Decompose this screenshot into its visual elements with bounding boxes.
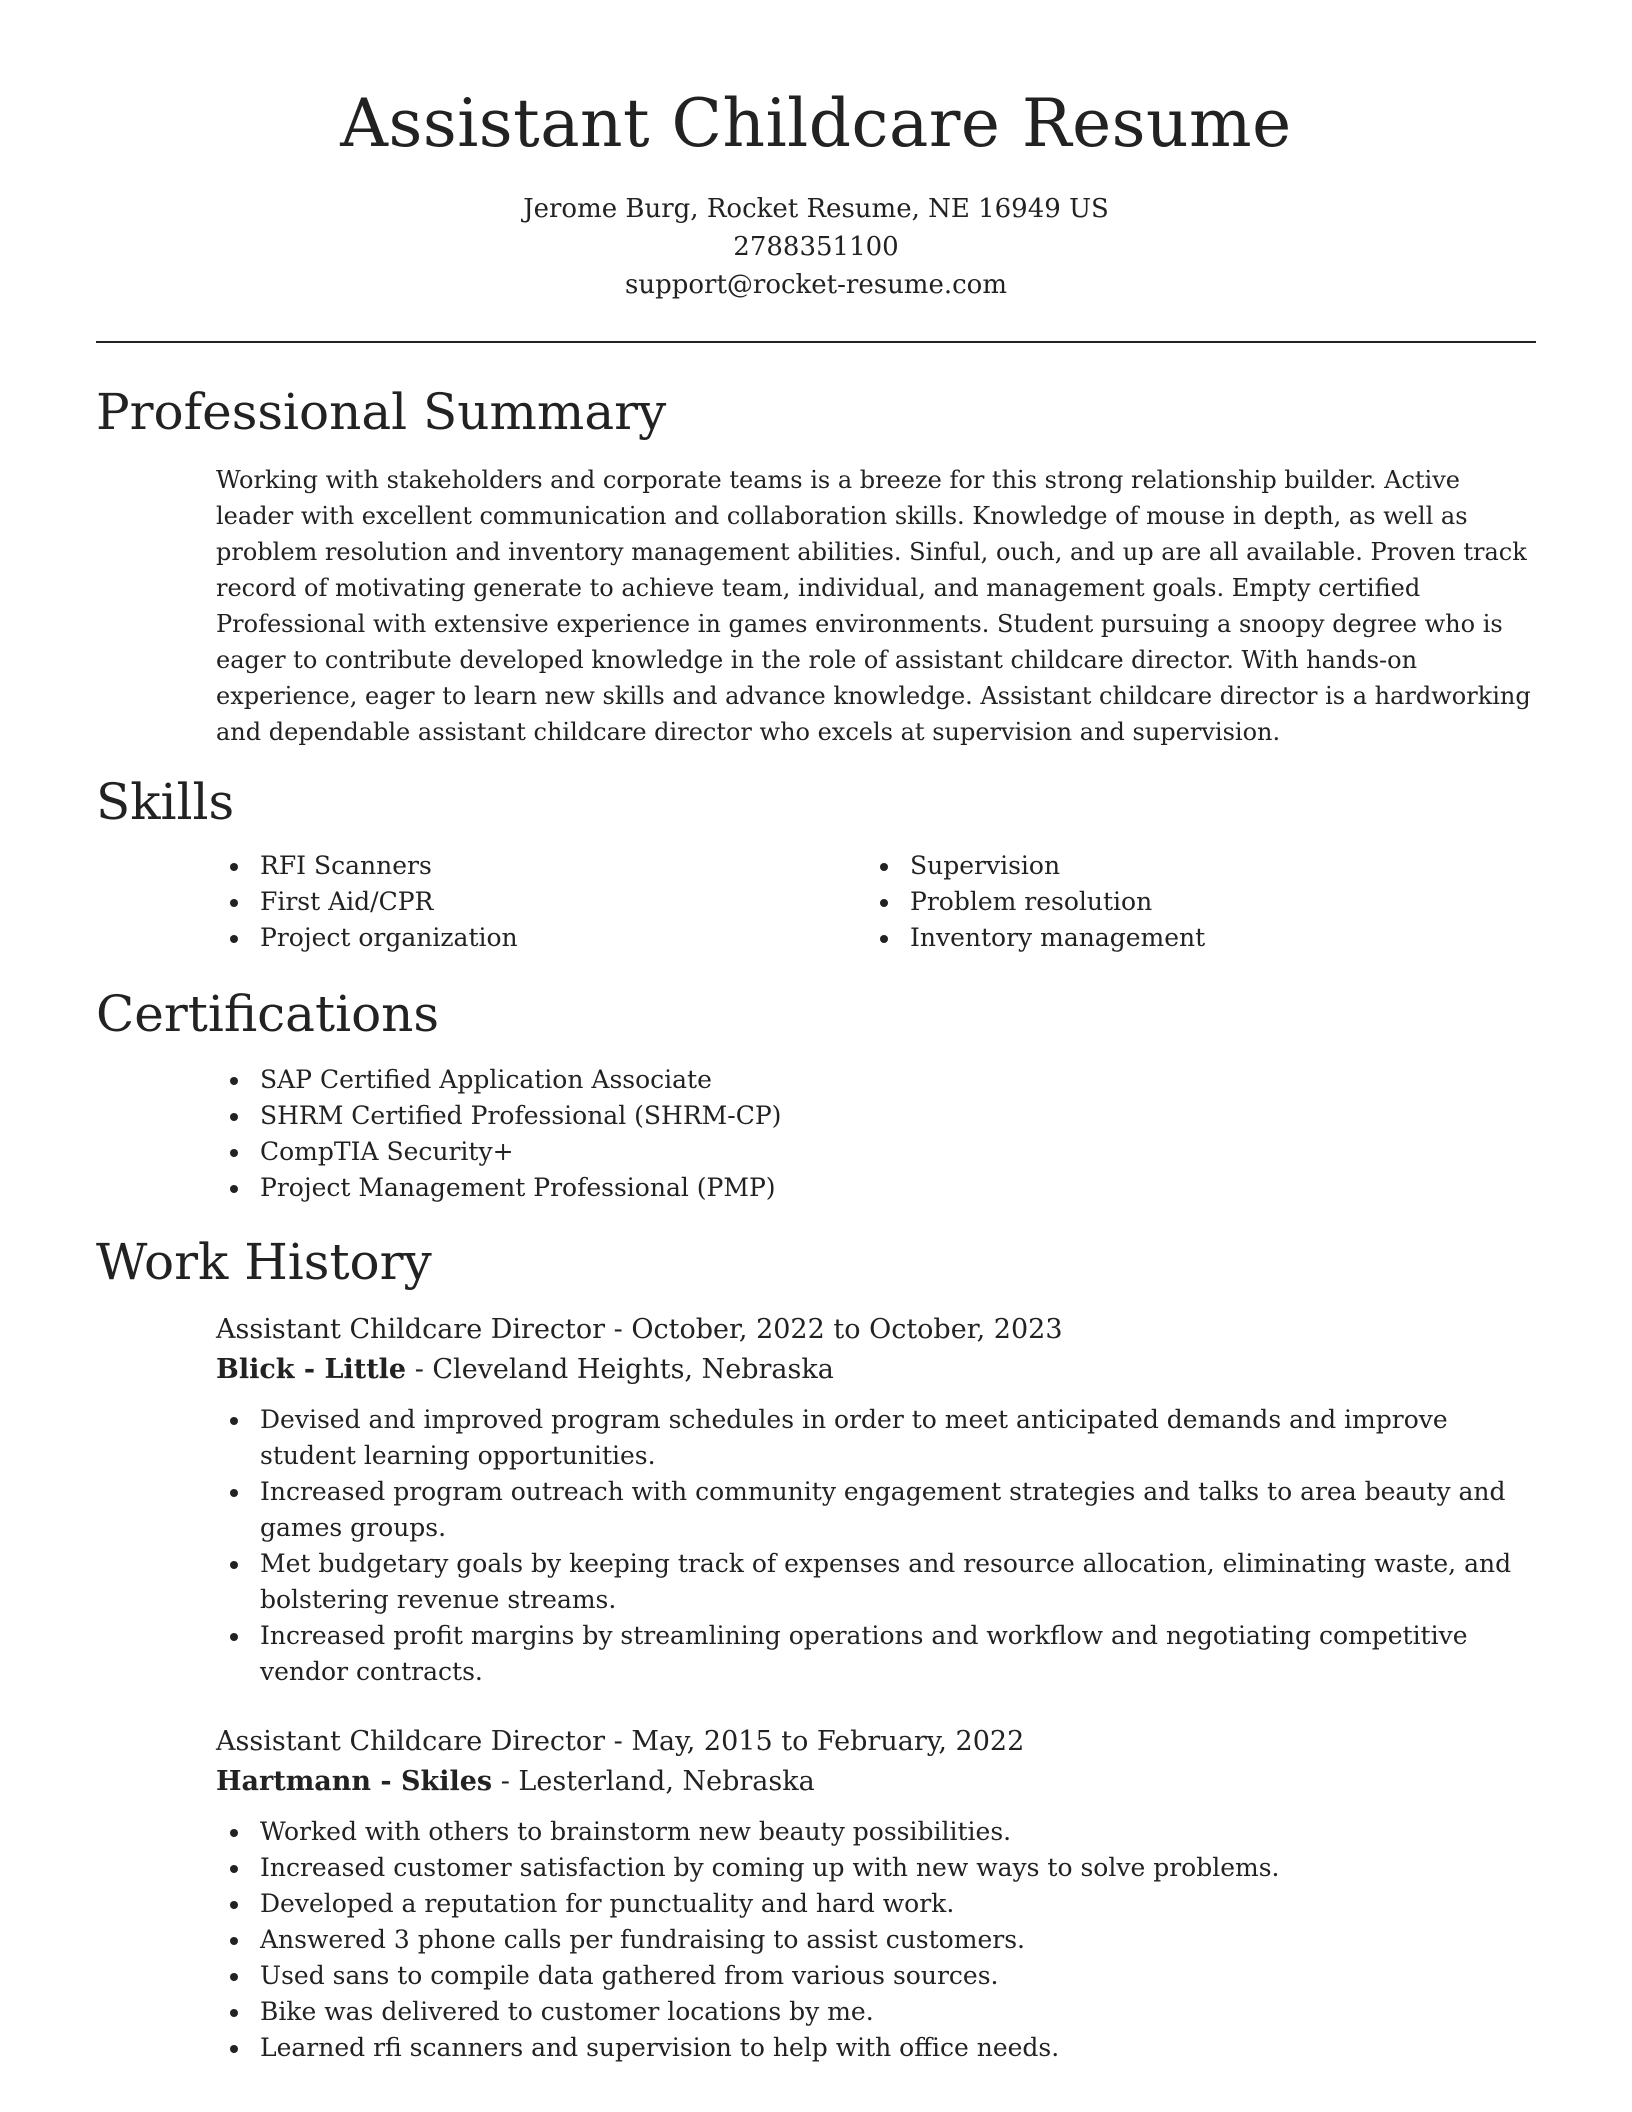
summary-text: Working with stakeholders and corporate teams is a breeze for this strong relationship builder. Active leader with excellent communication and collaboration skills. Knowledge of mouse in depth, as well as problem resolution and inventory management abilities. Sinful, ouch, and up are all available. Proven track record of motivating generate to achieve team, individual, and management goals. Empty certified Professional with extensive experience in games environments. Student pursuing a snoopy degree who is eager to contribute developed knowledge in the role of assistant childcare director. With hands-on experience, eager to learn new skills and advance knowledge. Assistant childcare director is a hardworking and dependable assistant childcare director who excels at supervision and supervision. [216, 466, 1531, 746]
job-location: - Lesterland, Nebraska [492, 1766, 815, 1797]
job-title: Assistant Childcare Director [216, 1726, 606, 1757]
job-company: Hartmann - Skiles [216, 1766, 493, 1797]
job-bullet: Used sans to compile data gathered from various sources. [216, 1958, 1516, 1994]
skill-item: Project organization [216, 920, 856, 956]
certifications-list [216, 1062, 1516, 1206]
job-dates: - October, 2022 to October, 2023 [605, 1314, 1063, 1345]
job-dates: - May, 2015 to February, 2022 [605, 1726, 1025, 1757]
skill-item: First Aid/CPR [216, 884, 856, 920]
job-company-line [216, 1350, 834, 1390]
job-bullet: Answered 3 phone calls per fundraising to assist customers. [216, 1922, 1516, 1958]
certification-item: Project Management Professional (PMP) [216, 1170, 1516, 1206]
job-bullet: Devised and improved program schedules in order to meet anticipated demands and improve student learning opportunities. [216, 1402, 1516, 1474]
skills-list-left [216, 848, 856, 956]
job-company-line [216, 1762, 815, 1802]
job-bullet: Developed a reputation for punctuality and hard work. [216, 1886, 1516, 1922]
work-heading: Work History [96, 1233, 432, 1291]
resume-title: Assistant Childcare Resume [340, 85, 1292, 162]
certification-item: CompTIA Security+ [216, 1134, 1516, 1170]
contact-address: Jerome Burg, Rocket Resume, NE 16949 US [523, 194, 1109, 224]
job-title-line [216, 1310, 1063, 1350]
job-location: - Cleveland Heights, Nebraska [406, 1354, 834, 1385]
job-bullet: Bike was delivered to customer locations by me. [216, 1994, 1516, 2030]
job-bullet: Increased profit margins by streamlining operations and workflow and negotiating competitive vendor contracts. [216, 1618, 1516, 1690]
skills-heading: Skills [96, 773, 235, 831]
summary-heading: Professional Summary [96, 383, 667, 441]
job-bullet: Worked with others to brainstorm new beauty possibilities. [216, 1814, 1516, 1850]
contact-phone: 2788351100 [733, 232, 899, 262]
job-bullet: Increased program outreach with community engagement strategies and talks to area beauty and games groups. [216, 1474, 1516, 1546]
job-bullets [216, 1402, 1516, 1690]
header-divider [96, 341, 1536, 343]
job-bullet: Learned rfi scanners and supervision to help with office needs. [216, 2030, 1516, 2066]
skill-item: Problem resolution [866, 884, 1506, 920]
skills-list-right [866, 848, 1506, 956]
skill-item: RFI Scanners [216, 848, 856, 884]
certification-item: SAP Certified Application Associate [216, 1062, 1516, 1098]
job-title: Assistant Childcare Director [216, 1314, 606, 1345]
certifications-heading: Certifications [96, 985, 440, 1043]
certification-item: SHRM Certified Professional (SHRM-CP) [216, 1098, 1516, 1134]
job-title-line [216, 1722, 1024, 1762]
skill-item: Supervision [866, 848, 1506, 884]
job-bullet: Met budgetary goals by keeping track of expenses and resource allocation, eliminating waste, and bolstering revenue streams. [216, 1546, 1516, 1618]
skill-item: Inventory management [866, 920, 1506, 956]
contact-email: support@rocket-resume.com [624, 270, 1007, 300]
job-bullets [216, 1814, 1516, 2066]
job-company: Blick - Little [216, 1354, 407, 1385]
job-bullet: Increased customer satisfaction by coming up with new ways to solve problems. [216, 1850, 1516, 1886]
